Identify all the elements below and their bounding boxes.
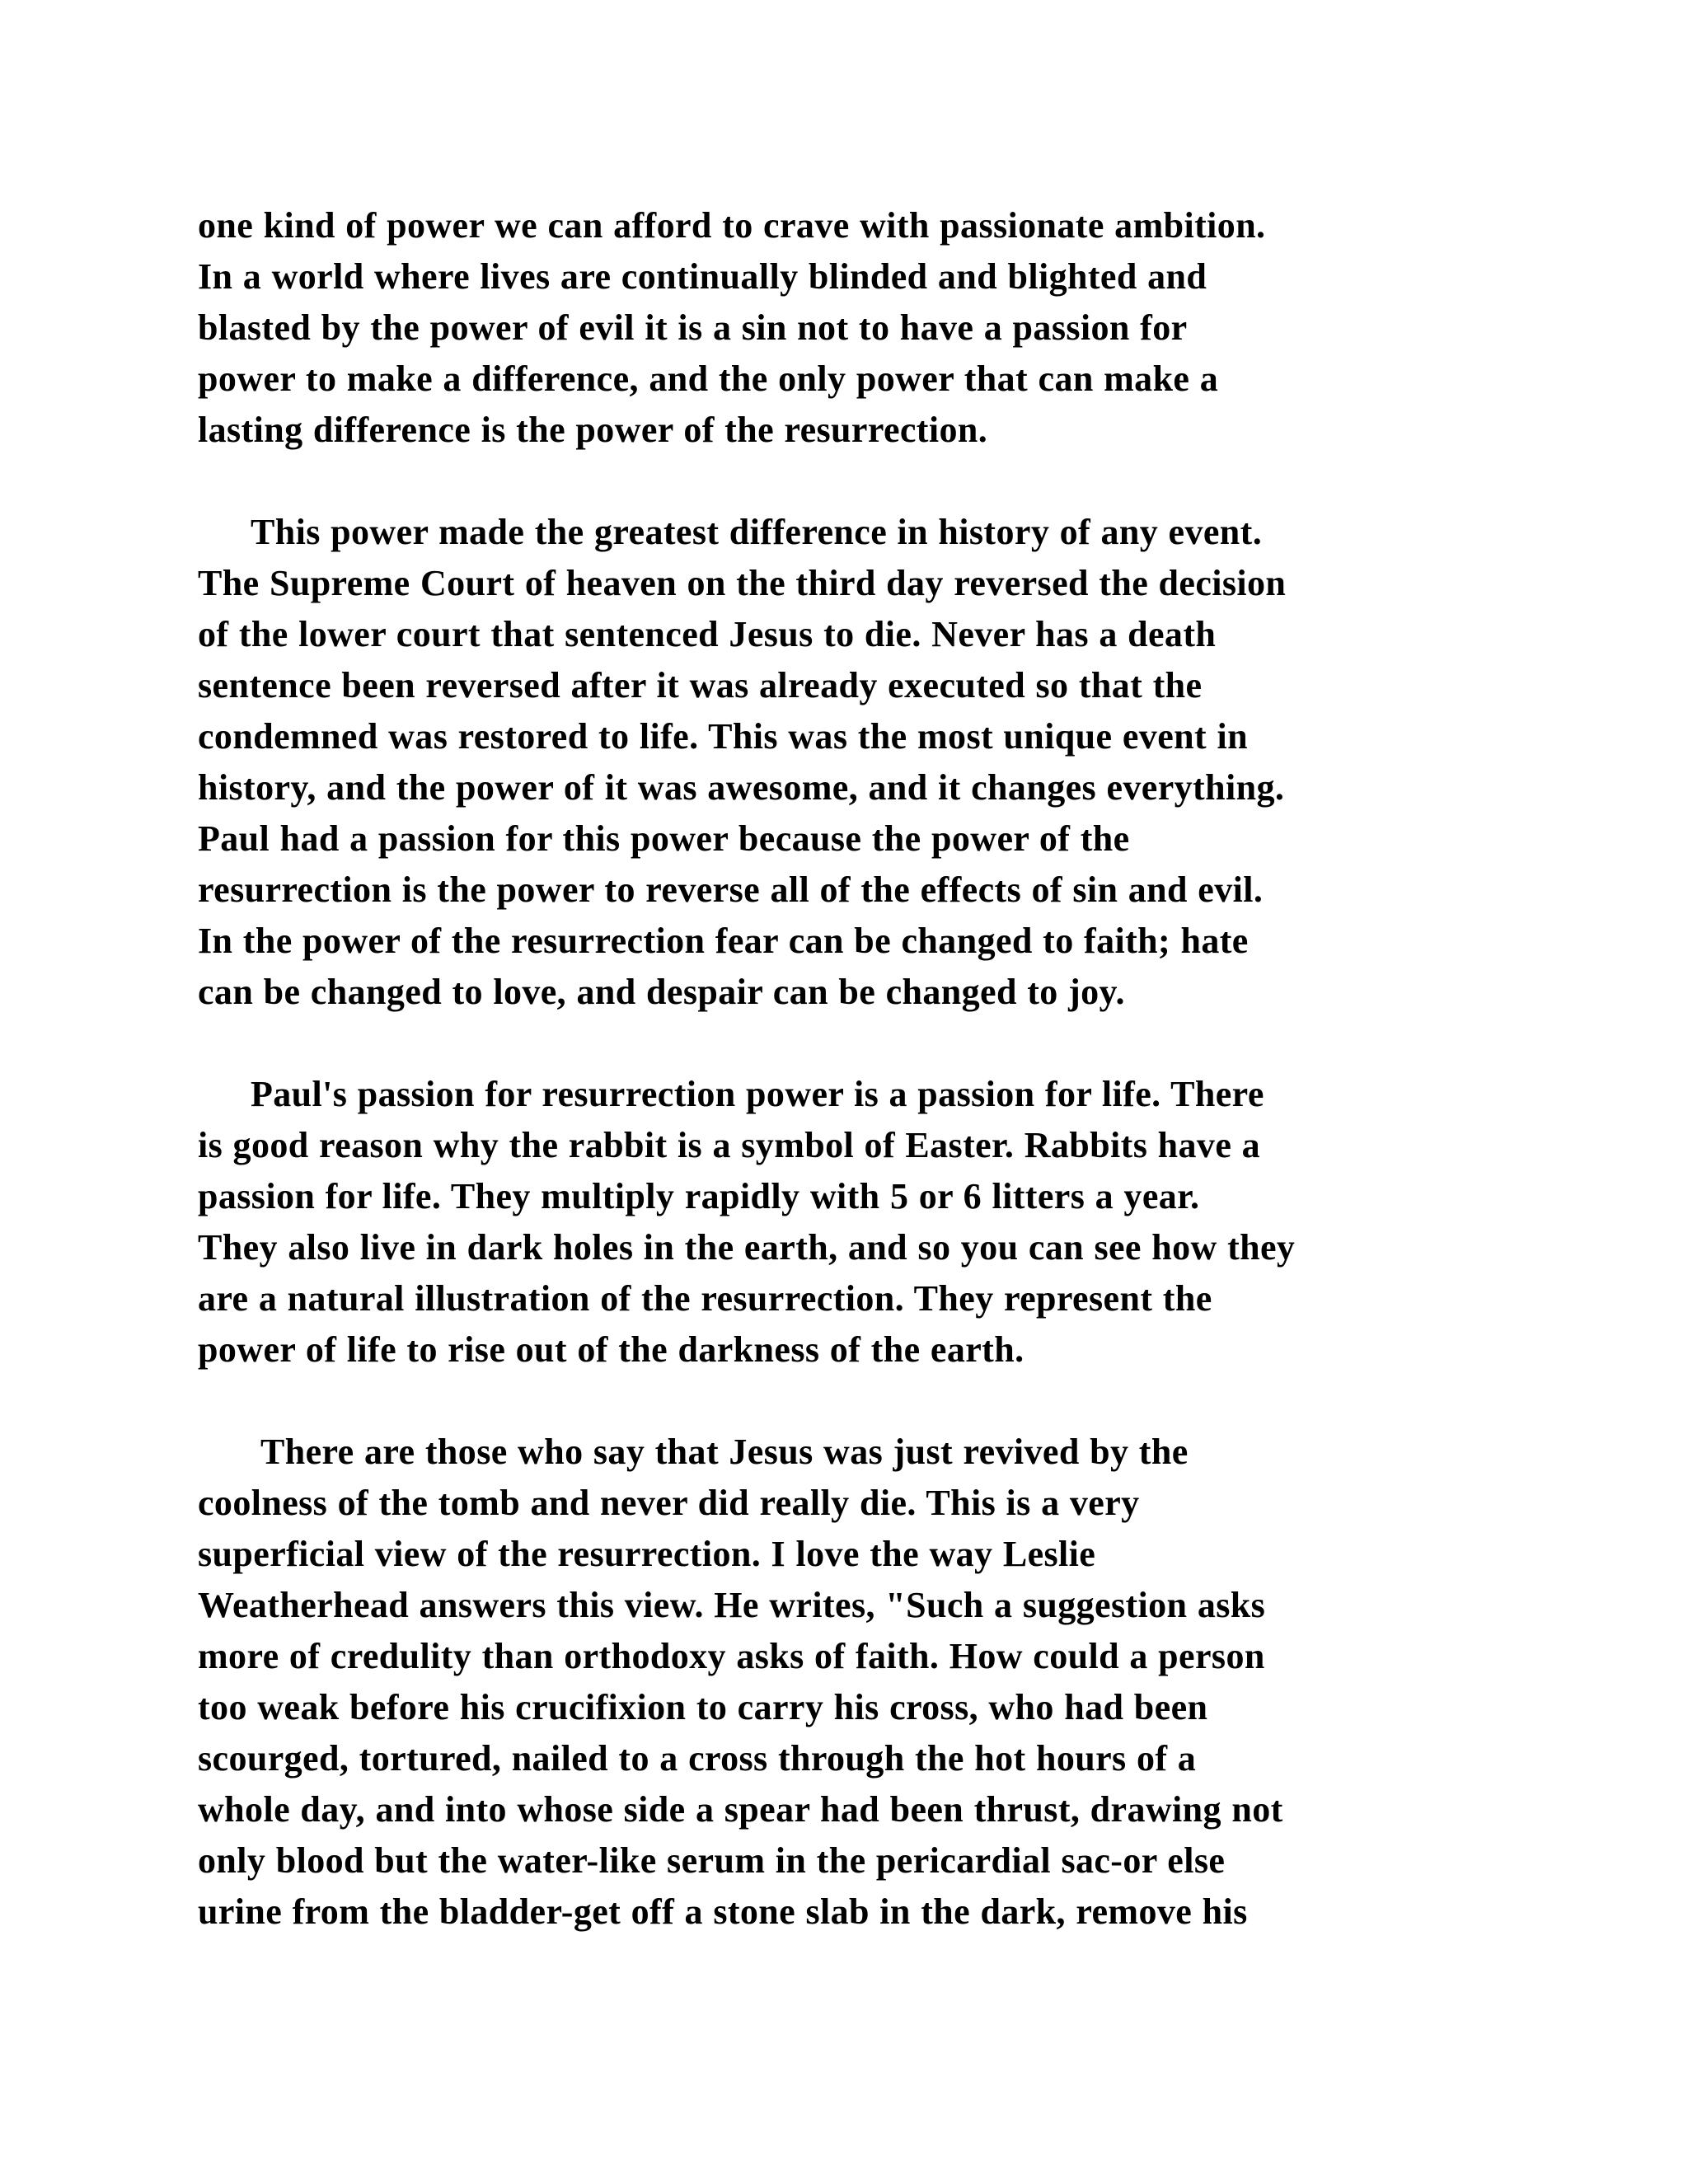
paragraph-2-line-2: The Supreme Court of heaven on the third day reversed the decision xyxy=(198,563,1287,603)
paragraph-4-line-3: superficial view of the resurrection. I love the way Leslie xyxy=(198,1534,1096,1574)
paragraph-4-line-1: There are those who say that Jesus was just revived by the xyxy=(260,1432,1189,1472)
paragraph-3-line-5: are a natural illustration of the resurrection. They represent the xyxy=(198,1278,1212,1319)
paragraph-2-line-6: history, and the power of it was awesome, and it changes everything. xyxy=(198,767,1285,808)
paragraph-2-line-10: can be changed to love, and despair can be changed to joy. xyxy=(198,972,1125,1012)
paragraph-3-line-6: power of life to rise out of the darkness of the earth. xyxy=(198,1329,1025,1370)
paragraph-4-line-9: only blood but the water-like serum in the pericardial sac-or else xyxy=(198,1840,1226,1881)
paragraph-1-line-4: power to make a difference, and the only power that can make a xyxy=(198,359,1219,399)
paragraph-4-line-6: too weak before his crucifixion to carry his cross, who had been xyxy=(198,1687,1208,1727)
paragraph-3-line-4: They also live in dark holes in the earth, and so you can see how they xyxy=(198,1227,1296,1268)
paragraph-1-line-3: blasted by the power of evil it is a sin not to have a passion for xyxy=(198,307,1188,348)
paragraph-4-line-2: coolness of the tomb and never did really die. This is a very xyxy=(198,1483,1140,1523)
paragraph-2-line-7: Paul had a passion for this power because the power of the xyxy=(198,818,1130,859)
paragraph-2-line-1: This power made the greatest difference in history of any event. xyxy=(251,512,1263,552)
paragraph-3-line-2: is good reason why the rabbit is a symbol of Easter. Rabbits have a xyxy=(198,1125,1261,1165)
paragraph-3-line-3: passion for life. They multiply rapidly with 5 or 6 litters a year. xyxy=(198,1176,1200,1216)
paragraph-1-line-2: In a world where lives are continually blinded and blighted and xyxy=(198,256,1207,297)
paragraph-2-line-3: of the lower court that sentenced Jesus to die. Never has a death xyxy=(198,614,1217,654)
paragraph-3-line-1: Paul's passion for resurrection power is a passion for life. There xyxy=(251,1074,1264,1114)
paragraph-2-line-5: condemned was restored to life. This was the most unique event in xyxy=(198,716,1248,757)
paragraph-2-line-9: In the power of the resurrection fear can be changed to faith; hate xyxy=(198,921,1249,961)
paragraph-4-line-4: Weatherhead answers this view. He writes, "Such a suggestion asks xyxy=(198,1585,1266,1625)
paragraph-2-line-8: resurrection is the power to reverse all of the effects of sin and evil. xyxy=(198,869,1264,910)
paragraph-1-line-5: lasting difference is the power of the resurrection. xyxy=(198,410,988,450)
paragraph-4-line-10: urine from the bladder-get off a stone slab in the dark, remove his xyxy=(198,1891,1248,1932)
paragraph-2-line-4: sentence been reversed after it was already executed so that the xyxy=(198,665,1203,705)
paragraph-4-line-8: whole day, and into whose side a spear had been thrust, drawing not xyxy=(198,1789,1283,1830)
paragraph-4-line-5: more of credulity than orthodoxy asks of faith. How could a person xyxy=(198,1636,1265,1676)
paragraph-1-line-1: one kind of power we can afford to crave with passionate ambition. xyxy=(198,205,1266,246)
paragraph-4-line-7: scourged, tortured, nailed to a cross through the hot hours of a xyxy=(198,1738,1197,1779)
